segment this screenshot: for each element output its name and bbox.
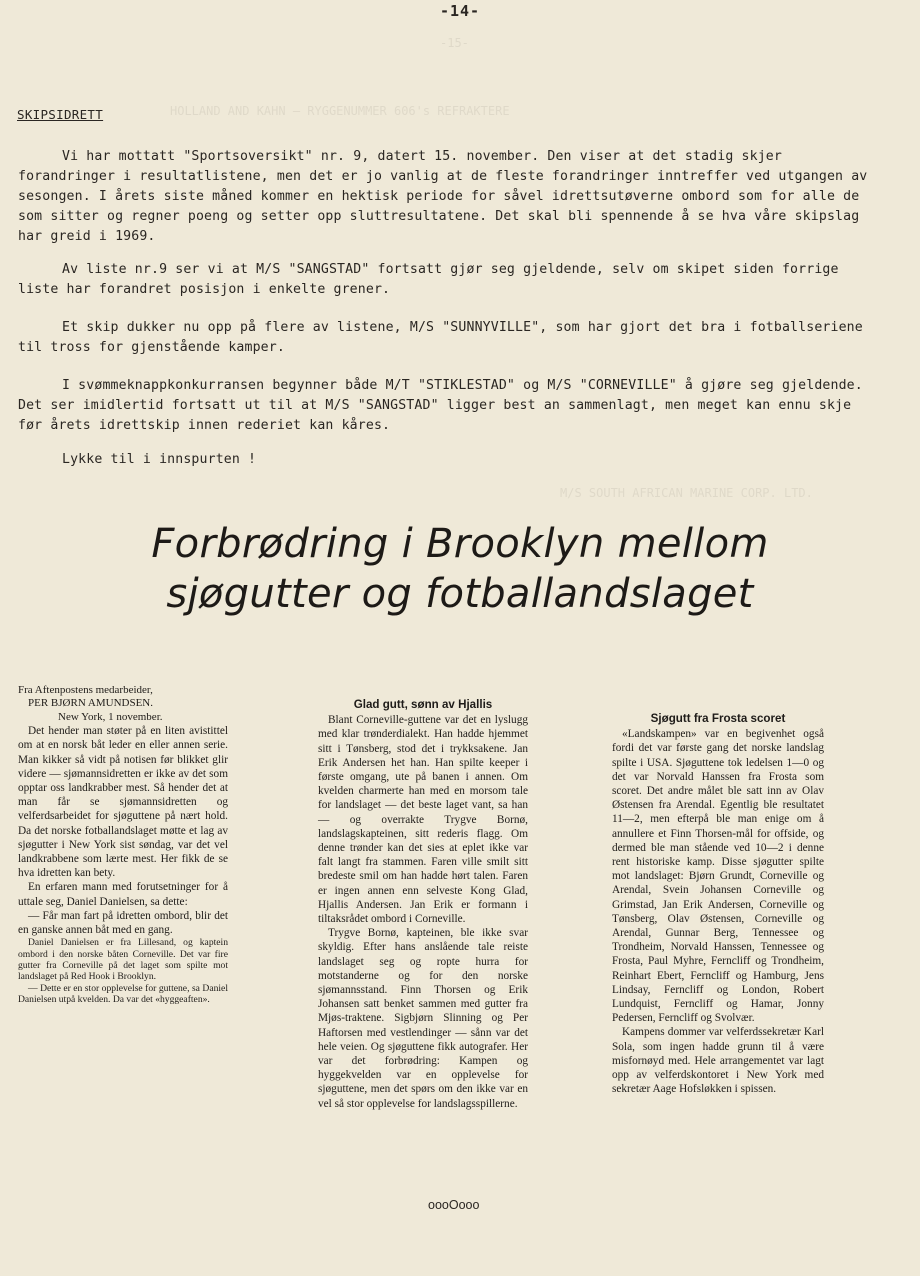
bleed-through-text: M/S SOUTH AFRICAN MARINE CORP. LTD. (560, 486, 813, 500)
article-paragraph: «Landskampen» var en begivenhet også fordi det var første gang det norske landslag spilte i USA. Sjøguttene tok ledelsen 1—0 og det var Norvald Hanssen fra Frosta som scoret. Det andre målet ble satt inn av Olav Østensen fra Arendal. Egentlig ble resultatet 11—2, men efterpå ble man enige om å annullere et Finn Thorsen-mål for offside, og dermed ble man stående ved 10—2 i denne rent historiske kamp. Disse sjøgutter spilte mot landslaget: Bjørn Grundt, Corneville og Arendal, Svein Johansen Corneville og Grimstad, Jan Erik Andersen, Corneville og Tønsberg, Olav Østensen, Corneville og Arendal, Gunnar Berg, Tennessee og Trondheim, Norvald Hanssen, Tennessee og Frosta, Paul Myhre, Ferncliff og Trondheim, Reinhart Ebert, Ferncliff og Hamburg, Jens Lindsay, Ferncliff og London, Robert Lundquist, Ferncliff og Hamar, Jonny Pedersen, Ferncliff og Svolvær. (612, 728, 824, 1025)
column-subheading: Sjøgutt fra Frosta scoret (650, 712, 786, 725)
headline-line: sjøgutter og fotballandslaget (166, 571, 754, 617)
dateline: New York, 1 november. (58, 711, 163, 723)
paragraph: I svømmeknappkonkurransen begynner både M/T "STIKLESTAD" og M/S "CORNEVILLE" å gjøre seg gjeldende. Det ser imidlertid fortsatt ut til at M/S "SANGSTAD" ligger best an sammenlagt, men meget kan ennu skje før årets idrettskip innen rederiet kan kåres. (18, 378, 863, 433)
article-column-1 (18, 684, 228, 1006)
article-paragraph: Blant Corneville-guttene var det en lyslugg med klar trønderdialekt. Han hadde hjemmet sitt i Tønsberg, stod det i trykksakene. Jan Erik Andersen het han. Han spilte keeper i første omgang, ute på banen i annen. Om kvelden charmerte han med en morsom tale for landslaget — det beste laget vant, sa han — og overrakte Trygve Bornø, landslagskapteinen, sitt rederis flagg. Om denne trønder kan det sies at eplet ikke var falt langt fra stammen. Faren ville smilt sitt bredeste smil om han hadde hørt talen. Faren er ingen annen enn selveste Kong Glad, Hjallis Andersen. Jan Erik er formann i tiltaksrådet ombord i Corneville. (318, 714, 528, 926)
article-paragraph: Daniel Danielsen er fra Lillesand, og kaptein ombord i den norske båten Corneville. Det var fire gutter fra Corneville på det laget som spilte mot landslaget på Red Hook i Brooklyn. (18, 937, 228, 983)
column-subheading: Glad gutt, sønn av Hjallis (353, 698, 493, 711)
paragraph: Lykke til i innspurten ! (62, 452, 257, 467)
bleed-through-text: HOLLAND AND KAHN — RYGGENUMMER 606's REFRAKTERE (170, 104, 510, 118)
paragraph: Vi har mottatt "Sportsoversikt" nr. 9, datert 15. november. Den viser at det stadig skjer forandringer i resultatlistene, men det er jo vanlig at de fleste forandringer inntreffer ved utgangen av sesongen. I årets siste måned kommer en hektisk periode for såvel idrettsutøverne ombord som for alle de som sitter og regner poeng og setter opp sluttresultatene. Det skal bli spennende å se hva våre skipslag har greid i 1969. (18, 149, 868, 244)
page-number: -14- (439, 2, 481, 20)
byline-author: PER BJØRN AMUNDSEN. (28, 697, 153, 709)
paragraph: Av liste nr.9 ser vi at M/S "SANGSTAD" fortsatt gjør seg gjeldende, selv om skipet siden forrige liste har forandret posisjon i enkelte grener. (18, 262, 839, 297)
bleed-through-text: -15- (440, 36, 469, 50)
article-paragraph: — Får man fart på idretten ombord, blir det en ganske annen båt med en gang. (18, 909, 228, 937)
end-mark: oooOooo (428, 1198, 480, 1212)
headline-line: Forbrødring i Brooklyn mellom (151, 521, 769, 567)
paragraph: Et skip dukker nu opp på flere av listene, M/S "SUNNYVILLE", som har gjort det bra i fotballseriene til tross for gjenstående kamper. (18, 320, 863, 355)
article-column-2 (318, 698, 528, 1111)
article-paragraph: Det hender man støter på en liten avistittel om at en norsk båt leder en eller annen serie. Man kikker så vidt på notisen før blikket glir videre — sjømannsidretten er ikke av det som opptar oss landkrabber mest. Så hender det at man får se sjømannsidretten og velferdsarbeidet for sjøguttene på nært hold. Da det norske fotballandslaget møtte et lag av sjøgutter i New York sist søndag, var det vel landkrabbene som lærte mest. Her fikk de se hva idretten kan bety. (18, 725, 228, 880)
article-paragraph: En erfaren mann med forutsetninger for å uttale seg, Daniel Danielsen, sa dette: (18, 881, 228, 908)
byline: Fra Aftenpostens medarbeider, (18, 684, 153, 696)
article-paragraph: Kampens dommer var velferdssekretær Karl Sola, som ingen hadde grunn til å være misfornøyd med. Hele arrangementet var lagt opp av velferdskontoret i New York med sekretær Aage Hofsløkken i spissen. (612, 1026, 824, 1096)
article-paragraph: — Dette er en stor opplevelse for guttene, sa Daniel Danielsen utpå kvelden. Da var det «hyggeaften». (18, 982, 228, 1006)
section-heading: SKIPSIDRETT (17, 107, 104, 122)
article-paragraph: Trygve Bornø, kapteinen, ble ikke svar skyldig. Efter hans anslående tale reiste landslaget seg og ropte hurra for motstanderne og for den norske sjømannsstand. Finn Thorsen og Erik Johansen satt benket sammen med gutter fra Mjøs-traktene. Sigbjørn Slinning og Per Haftorsen med vestlendinger — sånn var det hele veien. Og sjøguttene fikk autografer. Her var det forbrødring: Kampen og hyggekvelden var en opplevelse for sjøguttene, men det spørs om den ikke var en vel så stor opplevelse for landslagsspillerne. (318, 927, 528, 1110)
article-column-3 (612, 712, 824, 1096)
